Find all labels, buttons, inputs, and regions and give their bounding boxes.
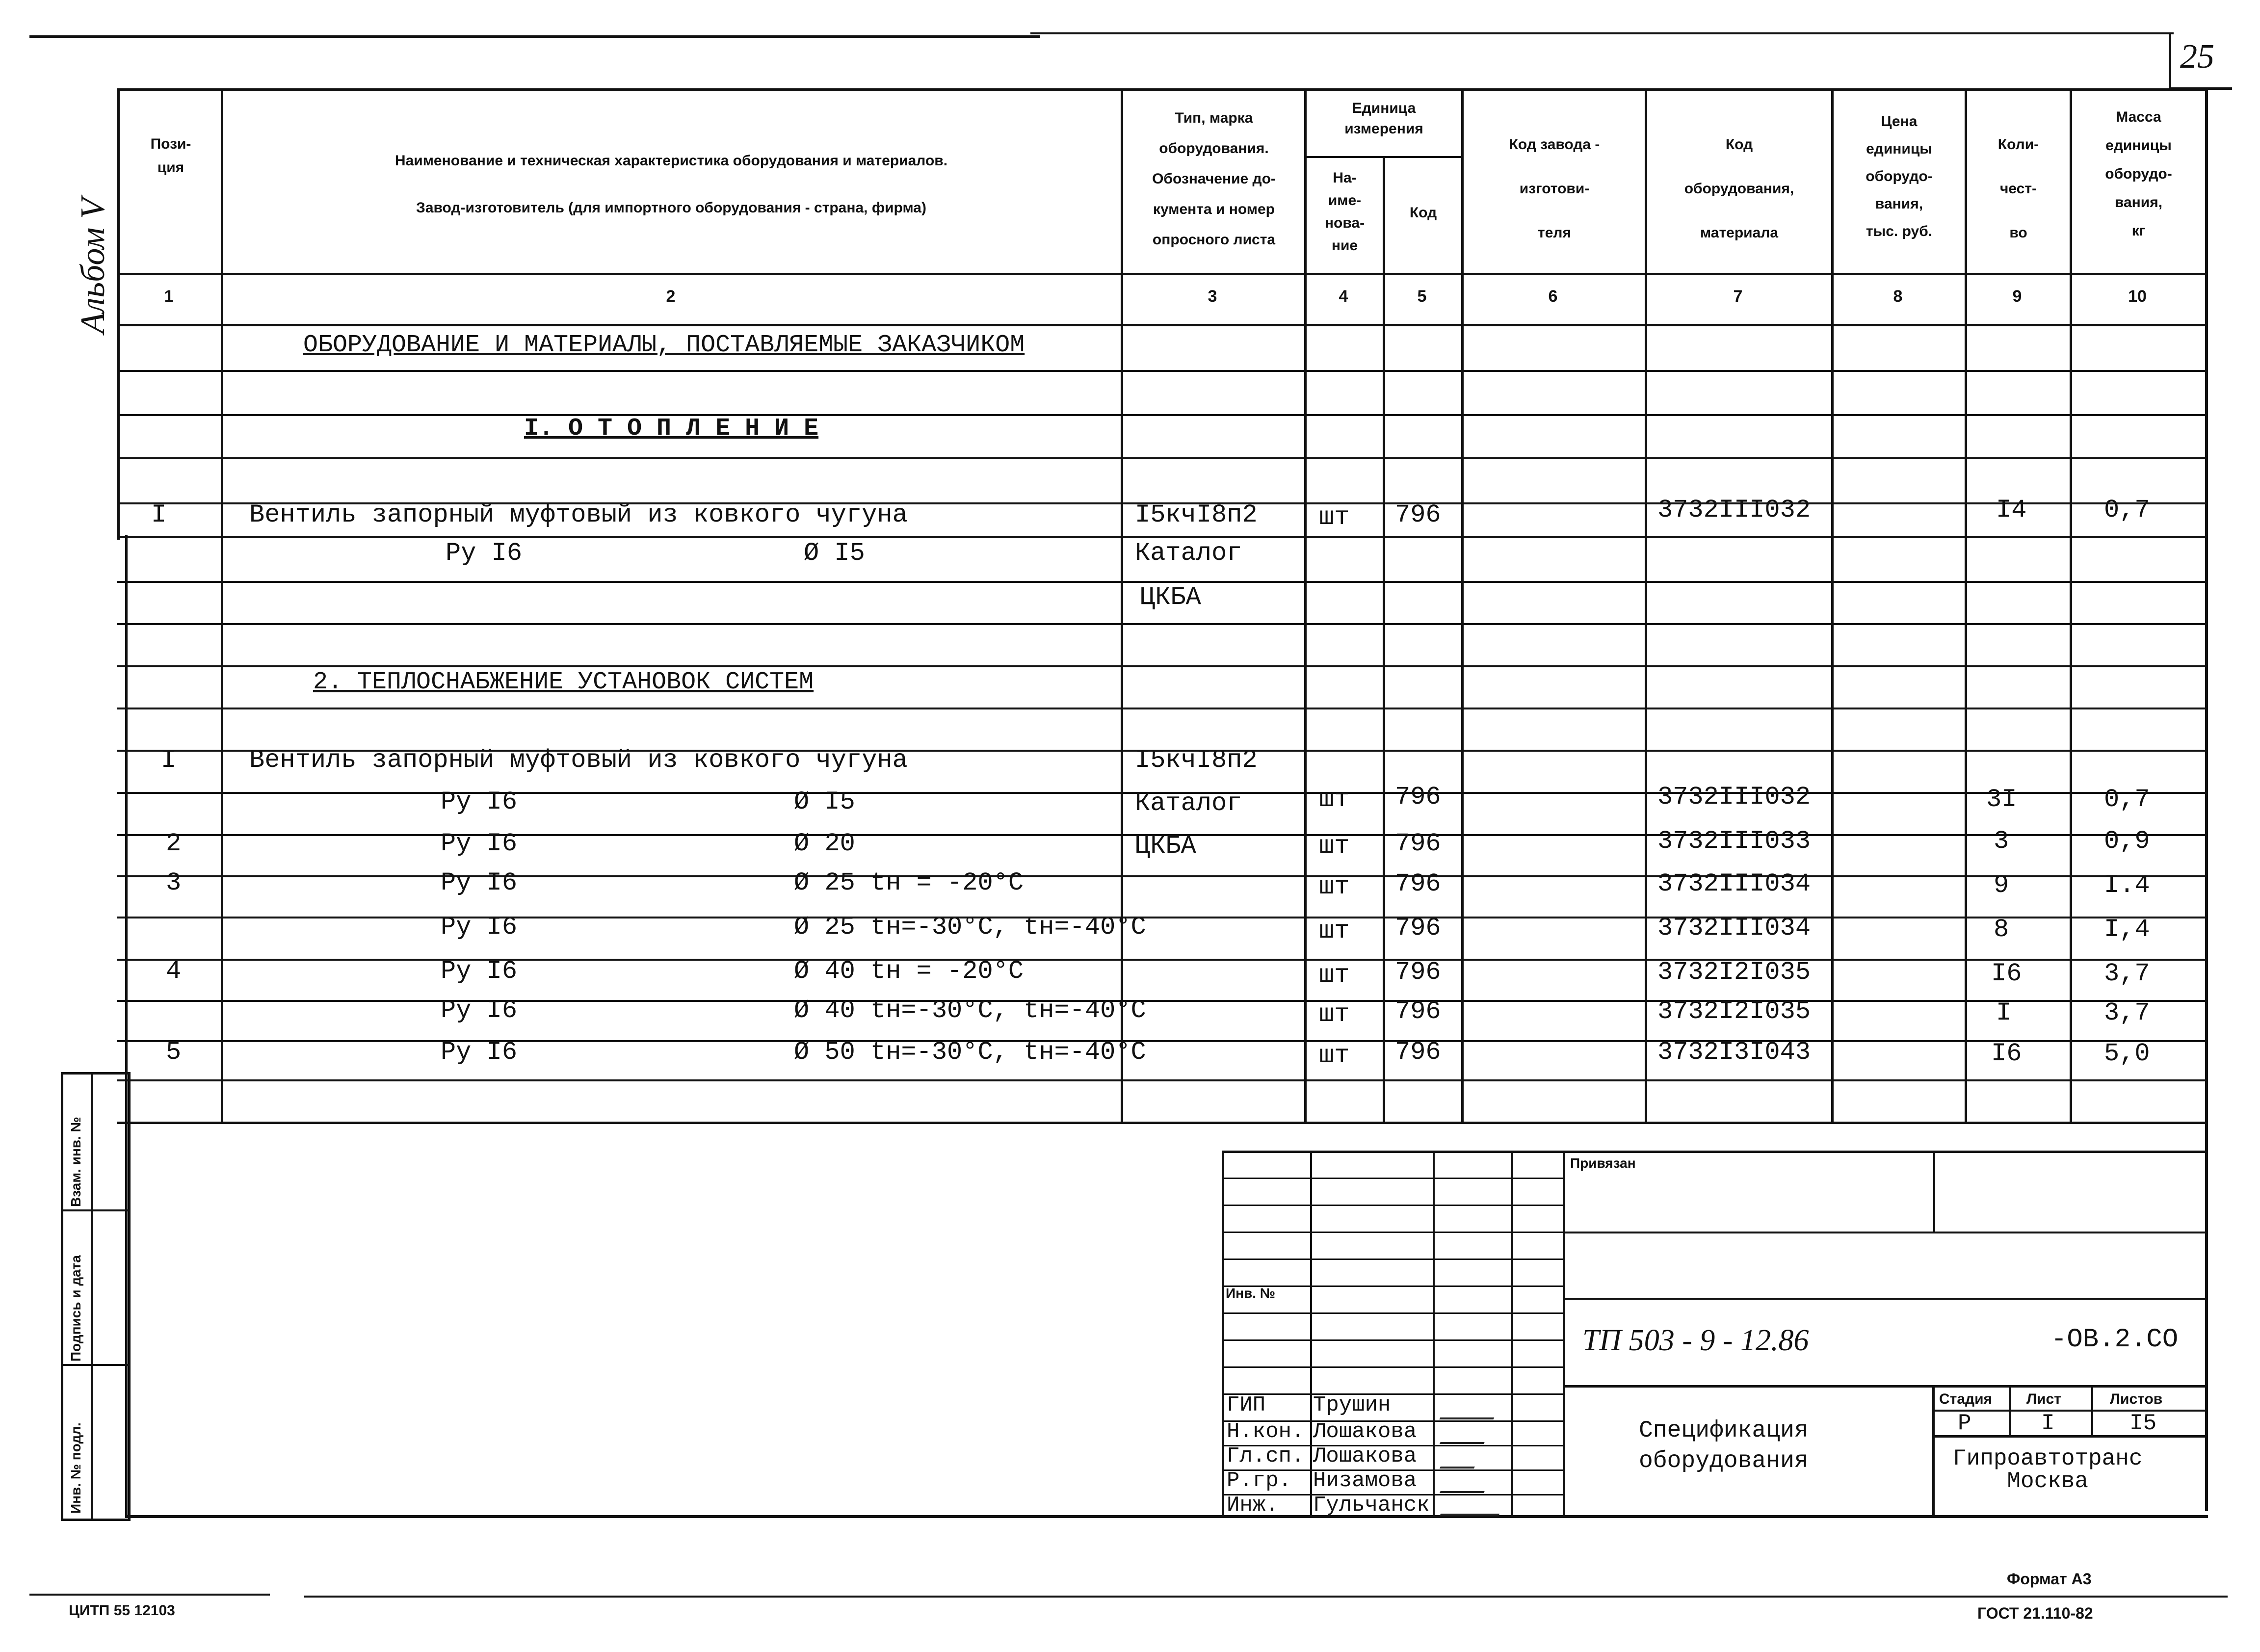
tb-stage: Р (1958, 1411, 1971, 1436)
signature (1440, 1480, 1490, 1493)
album-label: Альбом V (74, 198, 112, 334)
r7-d: Ø 40 tн = -20°C (794, 957, 1024, 986)
side-inv-podl: Инв. № подл. (68, 1422, 83, 1514)
r5-qty: 9 (1994, 871, 2009, 900)
r5-unit: шт (1319, 872, 1350, 901)
colnum-2: 2 (666, 287, 676, 306)
tb-sheets: I5 (2129, 1411, 2157, 1436)
signature (1440, 1431, 1490, 1444)
tb-doc-suffix: -ОВ.2.СО (2051, 1325, 2179, 1355)
colnum-10: 10 (2128, 287, 2147, 306)
header-mass: Масса единицы оборудо- вания, кг (2105, 109, 2172, 239)
tb-role-2: Гл.сп. (1227, 1444, 1305, 1468)
r1b-py: Ру I6 (446, 539, 523, 568)
tb-doc-code: ТП 503 - 9 - 12.86 (1582, 1324, 1809, 1357)
r1-type: I5кчI8п2 (1135, 500, 1258, 529)
signature (1440, 1504, 1504, 1516)
r6-code: 796 (1395, 914, 1441, 943)
colnum-6: 6 (1548, 287, 1558, 306)
colnum-4: 4 (1339, 287, 1348, 306)
r6-qty: 8 (1994, 915, 2009, 944)
tb-privyazan: Привязан (1570, 1155, 1636, 1171)
r4-pos: 2 (166, 829, 182, 858)
tb-name-0: Трушин (1313, 1393, 1391, 1417)
r9-d: Ø 50 tн=-30°C, tн=-40°C (794, 1038, 1146, 1067)
r6-unit: шт (1319, 917, 1350, 945)
r4-d: Ø 20 (794, 829, 855, 858)
tb-role-3: Р.гр. (1227, 1468, 1292, 1493)
r1-mat: 3732III032 (1657, 496, 1811, 524)
r7-mat: 3732I2I035 (1657, 958, 1811, 987)
r5-mat: 3732III034 (1657, 869, 1811, 898)
footer-format: Формат А3 (2007, 1570, 2092, 1588)
r4-code: 796 (1395, 829, 1441, 858)
r5-d: Ø 25 tн = -20°C (794, 868, 1024, 897)
r7-code: 796 (1395, 958, 1441, 987)
r2-name: Вентиль запорный муфтовый из ковкого чугуна (249, 746, 908, 775)
top-rule (29, 35, 1040, 38)
r5-mass: I.4 (2104, 871, 2150, 900)
r5-code: 796 (1395, 869, 1441, 898)
r3-mass: 0,7 (2104, 785, 2150, 814)
r2-type: I5кчI8п2 (1135, 746, 1258, 775)
r9-unit: шт (1319, 1041, 1350, 1070)
tb-name-4: Гульчанск (1313, 1493, 1430, 1518)
r8-code: 796 (1395, 997, 1441, 1026)
side-vzam: Взам. инв. № (68, 1117, 83, 1207)
tb-role-0: ГИП (1227, 1393, 1266, 1417)
tb-name-3: Низамова (1313, 1468, 1417, 1493)
r3-qty: 3I (1986, 785, 2017, 814)
header-price: Цена единицы оборудо- вания, тыс. руб. (1866, 113, 1933, 239)
table-title: ОБОРУДОВАНИЕ И МАТЕРИАЛЫ, ПОСТАВЛЯЕМЫЕ ЗАКАЗЧИКОМ (303, 331, 1025, 359)
r3-type: Каталог (1135, 789, 1242, 818)
r8-mass: 3,7 (2104, 998, 2150, 1027)
tb-sheet: I (2041, 1411, 2055, 1436)
header-quantity: Коли- чест- во (1997, 136, 2039, 241)
tb-name-2: Лошакова (1313, 1444, 1417, 1468)
r1-code: 796 (1395, 500, 1441, 529)
signature (1439, 1406, 1499, 1419)
r8-mat: 3732I2I035 (1657, 997, 1811, 1026)
title-block (1222, 1151, 2208, 1516)
colnum-8: 8 (1893, 287, 1903, 306)
r7-py: Ру I6 (441, 957, 518, 986)
tb-role-4: Инж. (1227, 1493, 1279, 1518)
header-factory-code: Код завода - изготови- теля (1509, 136, 1600, 241)
r1b-d: Ø I5 (804, 539, 865, 568)
r8-qty: I (1996, 998, 2012, 1027)
header-material-code: Код оборудования, материала (1684, 136, 1794, 241)
header-unit-code: Код (1409, 205, 1437, 221)
colnum-9: 9 (2012, 287, 2022, 306)
header-type: Тип, марка оборудования. Обозначение до- кумента и номер опросного листа (1152, 110, 1276, 248)
r6-mass: I,4 (2104, 915, 2150, 944)
r4-mass: 0,9 (2104, 827, 2150, 856)
colnum-3: 3 (1208, 287, 1217, 306)
tb-org: Гипроавтотранс Москва (1953, 1446, 2143, 1494)
r7-unit: шт (1319, 961, 1350, 990)
r1-unit: шт (1319, 503, 1350, 532)
r3-code: 796 (1395, 783, 1441, 812)
r7-mass: 3,7 (2104, 959, 2150, 988)
section-heating: I. О Т О П Л Е Н И Е (524, 415, 819, 443)
r1c-type: ЦКБА (1140, 583, 1201, 612)
r4-py: Ру I6 (441, 829, 518, 858)
top-rule-right (1030, 32, 2174, 34)
r4-type: ЦКБА (1135, 832, 1196, 861)
r9-mat: 3732I3I043 (1657, 1038, 1811, 1067)
r9-qty: I6 (1991, 1039, 2022, 1068)
r5-py: Ру I6 (441, 868, 518, 897)
r8-unit: шт (1319, 1000, 1350, 1029)
r7-qty: I6 (1991, 959, 2022, 988)
r4-qty: 3 (1994, 827, 2009, 856)
r5-pos: 3 (166, 868, 182, 897)
colnum-5: 5 (1417, 287, 1427, 306)
r9-pos: 5 (166, 1038, 182, 1067)
tb-role-1: Н.кон. (1227, 1419, 1305, 1444)
r1-pos: I (151, 500, 167, 529)
r9-code: 796 (1395, 1038, 1441, 1067)
header-position: Пози- ция (150, 136, 191, 176)
tb-sheet-label: Лист (2026, 1391, 2061, 1407)
colnum-1: 1 (164, 287, 174, 306)
r6-py: Ру I6 (441, 913, 518, 942)
spec-table (117, 88, 2208, 1124)
colnum-7: 7 (1733, 287, 1743, 306)
tb-stage-label: Стадия (1939, 1391, 1993, 1407)
footer-left: ЦИТП 55 12103 (69, 1602, 175, 1619)
r3-py: Ру I6 (441, 787, 518, 816)
r3-unit: шт (1319, 785, 1350, 814)
r7-pos: 4 (166, 957, 182, 986)
tb-inv-no: Инв. № (1226, 1285, 1276, 1301)
tb-doc-title: Спецификация оборудования (1639, 1417, 1809, 1474)
r3-mat: 3732III032 (1657, 783, 1811, 812)
r4-unit: шт (1319, 832, 1350, 861)
r1-name: Вентиль запорный муфтовый из ковкого чугуна (249, 500, 908, 529)
footer-gost: ГОСТ 21.110-82 (1977, 1604, 2093, 1622)
header-name: Наименование и техническая характеристика оборудования и материалов. Завод-изготовитель (для импортного оборудования - страна, фирма) (394, 153, 948, 216)
signature (1440, 1456, 1480, 1468)
r1-mass: 0,7 (2104, 496, 2150, 524)
side-stamp (61, 1072, 131, 1521)
side-podpis: Подпись и дата (68, 1255, 83, 1362)
section-heat-supply: 2. ТЕПЛОСНАБЖЕНИЕ УСТАНОВОК СИСТЕМ (313, 668, 814, 696)
r2-pos: I (161, 746, 177, 775)
header-unit: Единица измерения (1344, 100, 1423, 137)
r8-d: Ø 40 tн=-30°C, tн=-40°C (794, 996, 1146, 1025)
sheet-number-box (2169, 34, 2232, 90)
r6-mat: 3732III034 (1657, 914, 1811, 943)
header-unit-name: На- име- нова- ние (1324, 170, 1365, 254)
footer-rule-right (304, 1596, 2228, 1598)
r3-d: Ø I5 (794, 787, 855, 816)
tb-sheets-label: Листов (2110, 1391, 2163, 1407)
r4-mat: 3732III033 (1657, 827, 1811, 856)
sheet-number: 25 (2180, 38, 2214, 76)
r1-qty: I4 (1996, 496, 2027, 524)
r8-py: Ру I6 (441, 996, 518, 1025)
r1b-type: Каталог (1135, 539, 1242, 568)
r9-py: Ру I6 (441, 1038, 518, 1067)
footer-rule (29, 1594, 270, 1596)
r9-mass: 5,0 (2104, 1039, 2150, 1068)
r6-d: Ø 25 tн=-30°C, tн=-40°C (794, 913, 1146, 942)
tb-name-1: Лошакова (1313, 1419, 1417, 1444)
